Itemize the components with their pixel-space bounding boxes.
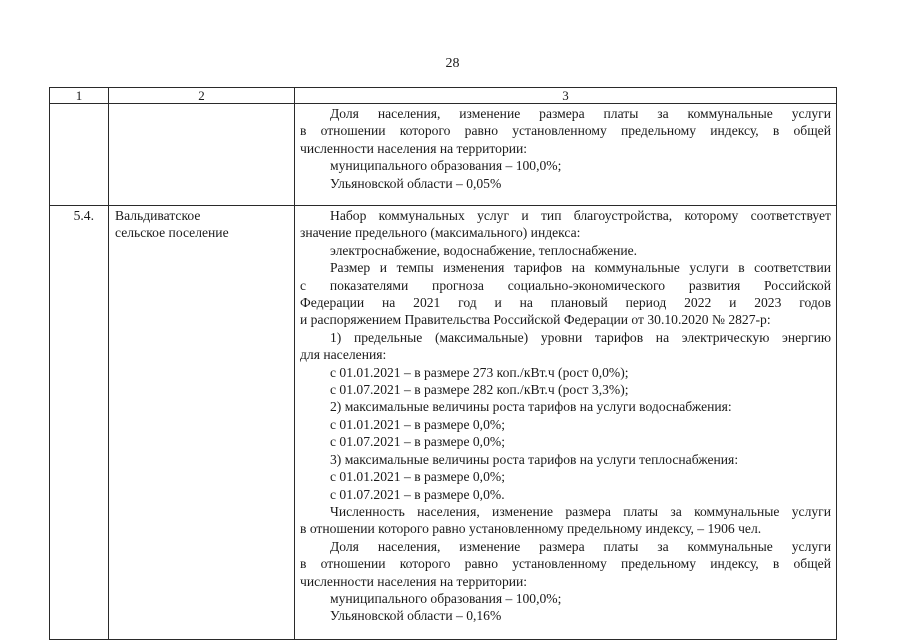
- text-line: с показателями прогноза социально-экономического развития Российской: [300, 277, 831, 293]
- settlement-name-line-1: Вальдиватское: [115, 208, 201, 223]
- text-line: Доля населения, изменение размера платы за коммунальные услуги: [330, 538, 831, 554]
- text-line: Ульяновской области – 0,16%: [330, 608, 502, 624]
- row-settlement-name: [109, 206, 295, 640]
- text-line: и распоряжением Правительства Российской Федерации от 30.10.2020 № 2827-р:: [300, 312, 771, 328]
- text-line: Ульяновской области – 0,05%: [330, 175, 502, 191]
- row-content: [295, 104, 837, 206]
- header-col-2: 2: [109, 88, 295, 104]
- text-line: с 01.07.2021 – в размере 0,0%;: [330, 434, 505, 450]
- text-line: с 01.07.2021 – в размере 282 коп./кВт.ч (рост 3,3%);: [330, 382, 629, 398]
- text-line: с 01.07.2021 – в размере 0,0%.: [330, 486, 505, 502]
- text-line: Численность населения, изменение размера платы за коммунальные услуги: [330, 503, 831, 519]
- text-line: Размер и темпы изменения тарифов на коммунальные услуги в соответствии: [330, 260, 831, 276]
- text-line: численности населения на территории:: [300, 573, 528, 589]
- settlement-name-line-2: сельское поселение: [115, 225, 229, 241]
- text-line: муниципального образования – 100,0%;: [330, 590, 562, 606]
- page-number: 28: [445, 56, 460, 71]
- document-table: [49, 87, 837, 640]
- text-line: 3) максимальные величины роста тарифов на услуги теплоснабжения:: [330, 451, 739, 467]
- table-row-5-4: [50, 206, 837, 640]
- text-line: численности населения на территории:: [300, 140, 528, 156]
- text-line: муниципального образования – 100,0%;: [330, 158, 562, 174]
- text-line: в отношении которого равно установленному предельному индексу, – 1906 чел.: [300, 521, 762, 537]
- text-line: значение предельного (максимального) индекса:: [300, 225, 581, 241]
- text-line: 2) максимальные величины роста тарифов на услуги водоснабжения:: [330, 399, 732, 415]
- row-name-empty: [109, 104, 295, 206]
- row-content: [295, 206, 837, 640]
- text-line: Федерации на 2021 год и на плановый период 2022 и 2023 годов: [300, 295, 831, 311]
- text-line: 1) предельные (максимальные) уровни тарифов на электрическую энергию: [330, 329, 831, 345]
- text-line: для населения:: [300, 347, 387, 363]
- text-line: электроснабжение, водоснабжение, теплоснабжение.: [330, 242, 638, 258]
- header-col-3: 3: [295, 88, 837, 104]
- table-header-row: [50, 88, 837, 104]
- text-line: с 01.01.2021 – в размере 0,0%;: [330, 416, 505, 432]
- table-row-continuation: [50, 104, 837, 206]
- row-number-empty: [50, 104, 109, 206]
- row-number: 5.4.: [50, 206, 109, 640]
- text-line: с 01.01.2021 – в размере 0,0%;: [330, 469, 505, 485]
- text-line: в отношении которого равно установленному предельному индексу, в общей: [300, 556, 831, 572]
- header-col-1: 1: [50, 88, 109, 104]
- text-line: Доля населения, изменение размера платы за коммунальные услуги: [330, 106, 831, 121]
- text-line: в отношении которого равно установленному предельному индексу, в общей: [300, 123, 831, 139]
- text-line: Набор коммунальных услуг и тип благоустройства, которому соответствует: [330, 208, 831, 223]
- text-line: с 01.01.2021 – в размере 273 коп./кВт.ч (рост 0,0%);: [330, 364, 629, 380]
